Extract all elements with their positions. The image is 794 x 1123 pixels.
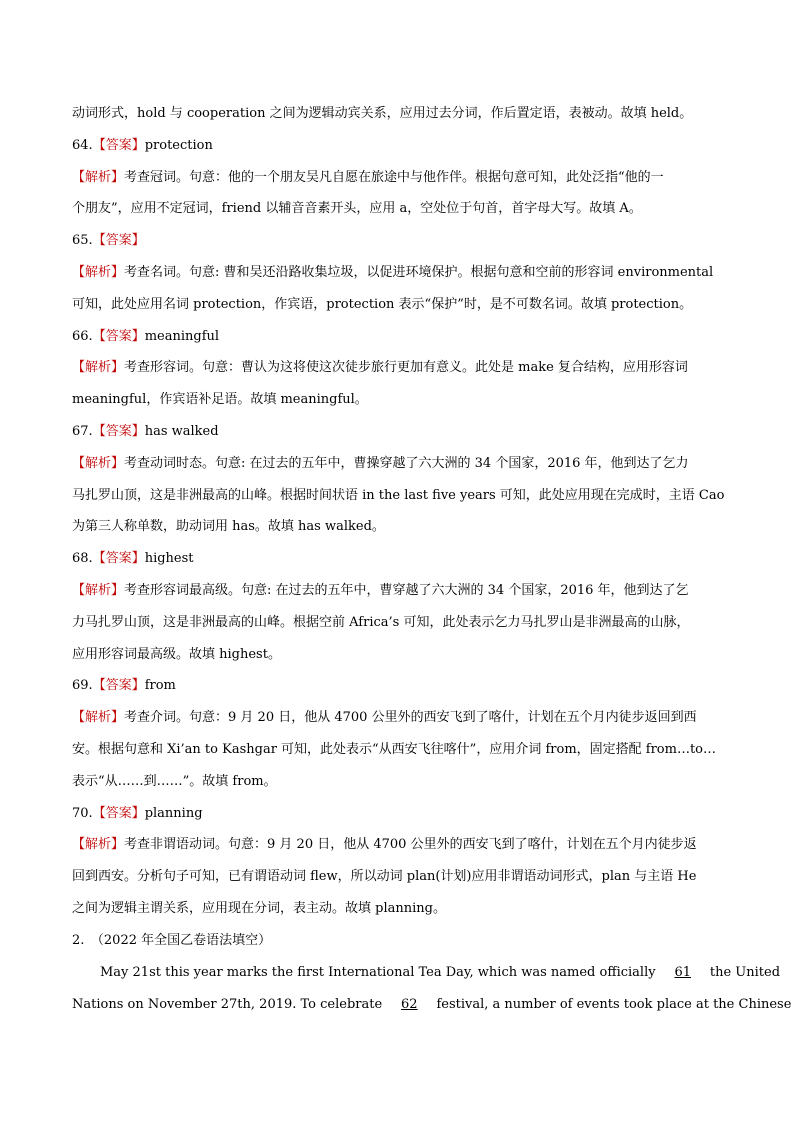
answer-line <box>72 416 724 448</box>
line-text: 考查形容词。句意：曹认为这将使这次徒步旅行更加有意义。此处是 make 复合结构，应用形容词 <box>124 360 688 376</box>
document-body <box>72 98 724 925</box>
line-text: 之间为逻辑主谓关系，应用现在分词，表主动。故填 planning。 <box>72 900 446 916</box>
passage-text: festival, a number of events took place at the Chinese <box>436 996 792 1012</box>
analysis-line <box>72 702 724 734</box>
question-number: 70. <box>72 805 93 821</box>
analysis-label: 【解析】 <box>72 264 125 280</box>
analysis-label: 【解析】 <box>72 455 125 471</box>
question-2-heading: 2. （2022 年全国乙卷语法填空） <box>72 933 272 948</box>
question-number: 69. <box>72 678 93 694</box>
passage-text: Nations on November 27th, 2019. To celebrate <box>72 996 383 1012</box>
answer-line <box>72 225 724 257</box>
text-line <box>72 607 724 639</box>
line-text: 为第三人称单数，助动词用 has。故填 has walked。 <box>72 519 385 535</box>
line-text: 个朋友”，应用不定冠词，friend 以辅音音素开头，应用 a，空处位于句首，首字母大写。故填 A。 <box>72 201 642 217</box>
analysis-line <box>72 575 724 607</box>
blank-62: 62 <box>401 996 418 1012</box>
line-text: 考查形容词最高级。句意: 在过去的五年中，曹穿越了六大洲的 34 个国家，2016 年，他到达了乞 <box>124 582 689 598</box>
answer-label: 【答案】 <box>92 328 145 344</box>
analysis-label: 【解析】 <box>72 710 125 726</box>
question-2-line-1 <box>72 957 781 989</box>
text-line <box>72 480 724 512</box>
question-number: 64. <box>72 137 93 153</box>
question-number: 65. <box>72 233 93 249</box>
line-text: 回到西安。分析句子可知，已有谓语动词 flew，所以动词 plan(计划)应用非谓语动词形式，plan 与主语 He <box>72 869 697 885</box>
line-text: 表示“从……到……”。故填 from。 <box>72 773 277 789</box>
text-line <box>72 384 724 416</box>
line-text: 安。根据句意和 Xi’an to Kashgar 可知，此处表示“从西安飞往喀什”，应用介词 from，固定搭配 from…to… <box>72 741 717 757</box>
line-text: highest <box>144 551 194 567</box>
answer-line <box>72 321 724 353</box>
line-text: 应用形容词最高级。故填 highest。 <box>72 646 281 662</box>
analysis-label: 【解析】 <box>72 837 125 853</box>
line-text: from <box>144 678 176 694</box>
answer-label: 【答案】 <box>92 233 145 249</box>
line-text: 考查介词。句意：9 月 20 日，他从 4700 公里外的西安飞到了喀什，计划在五个月内徒步返回到西 <box>124 710 697 726</box>
text-line <box>72 734 724 766</box>
line-text: 可知，此处应用名词 protection，作宾语，protection 表示“保护”时，是不可数名词。故填 protection。 <box>72 296 693 312</box>
answer-label: 【答案】 <box>92 678 145 694</box>
answer-label: 【答案】 <box>92 137 145 153</box>
blank-61: 61 <box>674 964 691 980</box>
answer-line <box>72 670 724 702</box>
line-text: meaningful，作宾语补足语。故填 meaningful。 <box>72 392 368 408</box>
line-text: 考查非谓语动词。句意：9 月 20 日，他从 4700 公里外的西安飞到了喀什，计划在五个月内徒步返 <box>124 837 697 853</box>
question-number: 67. <box>72 423 93 439</box>
line-text: protection <box>144 137 213 153</box>
question-number: 66. <box>72 328 93 344</box>
line-text: 力马扎罗山顶，这是非洲最高的山峰。根据空前 Africa’s 可知，此处表示乞力马扎罗山是非洲最高的山脉， <box>72 614 690 630</box>
analysis-line <box>72 829 724 861</box>
text-line <box>72 98 724 130</box>
analysis-line <box>72 448 724 480</box>
text-line <box>72 766 724 798</box>
analysis-line <box>72 257 724 289</box>
line-text: 考查动词时态。句意: 在过去的五年中，曹操穿越了六大洲的 34 个国家，2016 年，他到达了乞力 <box>124 455 689 471</box>
answer-label: 【答案】 <box>92 423 145 439</box>
line-text: 考查名词。句意: 曹和吴还沿路收集垃圾，以促进环境保护。根据句意和空前的形容词 environmental <box>124 264 714 280</box>
line-text: has walked <box>144 423 219 439</box>
answer-line <box>72 130 724 162</box>
text-line <box>72 511 724 543</box>
line-text: 动词形式，hold 与 cooperation 之间为逻辑动宾关系，应用过去分词，作后置定语，表被动。故填 held。 <box>72 106 693 121</box>
answer-label: 【答案】 <box>92 551 145 567</box>
question-2-line-2 <box>72 989 792 1021</box>
question-number: 68. <box>72 551 93 567</box>
text-line <box>72 893 724 925</box>
text-line <box>72 193 724 225</box>
analysis-label: 【解析】 <box>72 169 125 185</box>
passage-text: the United <box>709 964 781 980</box>
line-text: planning <box>144 805 203 821</box>
line-text: meaningful <box>144 328 220 344</box>
line-text: 考查冠词。句意：他的一个朋友吴凡自愿在旅途中与他作伴。根据句意可知，此处泛指“他的一 <box>124 169 664 185</box>
analysis-line <box>72 352 724 384</box>
passage-text: May 21st this year marks the first International Tea Day, which was named officially <box>100 964 656 980</box>
answer-line <box>72 543 724 575</box>
analysis-label: 【解析】 <box>72 360 125 376</box>
analysis-line <box>72 162 724 194</box>
text-line <box>72 639 724 671</box>
analysis-label: 【解析】 <box>72 582 125 598</box>
line-text: 马扎罗山顶，这是非洲最高的山峰。根据时间状语 in the last five years 可知，此处应用现在完成时，主语 Cao <box>72 487 725 503</box>
text-line <box>72 289 724 321</box>
text-line <box>72 861 724 893</box>
question-2 <box>72 925 792 1020</box>
answer-label: 【答案】 <box>92 805 145 821</box>
answer-line <box>72 798 724 830</box>
